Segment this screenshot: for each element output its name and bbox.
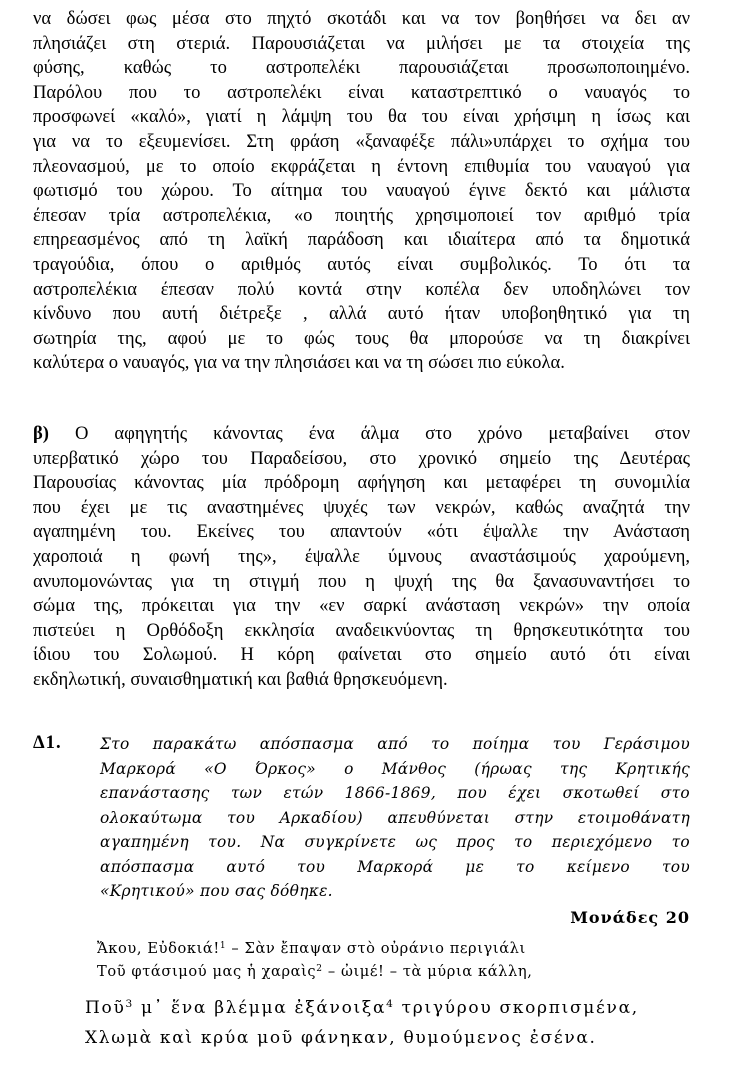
footnote-marker: 4 (386, 998, 395, 1011)
text-line: πλεονασμού, με το οποίο εκφράζεται η έντονη επιθυμία του ναυαγού για (33, 155, 690, 177)
text-fragment: Ποῦ (85, 998, 126, 1018)
paragraph-analysis-a (33, 7, 690, 376)
text-line: πιστεύει η Ορθόδοξη εκκλησία αναδεικνύοντας τη θρησκευτικότητα του (33, 619, 690, 641)
text-line: «Κρητικού» που σας δόθηκε. (100, 882, 333, 900)
text-line: ολοκαύτωμα του Αρκαδίου) απευθύνεται στην ετοιμοθάνατη (100, 808, 690, 827)
text-line: Στο παρακάτω απόσπασμα από το ποίημα του Γεράσιμου (100, 735, 690, 753)
text-line: φύσης, καθώς το αστροπελέκι παρουσιάζεται προσωποποιημένο. (33, 57, 690, 79)
text-line: Μαρκορά «Ο Όρκος» ο Μάνθος (ήρωας της Κρητικής (100, 759, 690, 778)
poem-excerpt-top (97, 937, 532, 983)
footnote-marker: 1 (219, 941, 227, 952)
text-fragment: – Σὰν ἔπαψαν στὸ οὐράνιο περιγιάλι (226, 940, 526, 957)
text-line: πλησιάζει στη στεριά. Παρουσιάζεται να μιλήσει με τα στοιχεία της (33, 32, 690, 54)
poem-line (97, 937, 532, 960)
text-fragment: Τοῦ φτάσιμού μας ἡ χαραὶς (97, 963, 317, 980)
text-fragment: – ὠιμέ! – τὰ μύρια κάλλη, (322, 963, 533, 980)
text-line: εκδηλωτική, συναισθηματική και βαθιά θρησκευόμενη. (33, 668, 448, 690)
text-fragment: μ᾽ ἕνα βλέμμα ἐξάνοιξα (133, 998, 387, 1018)
text-line: υπερβατικό χώρο του Παραδείσου, στο χρονικό σημείο της Δευτέρας (33, 447, 690, 469)
text-line: αστροπελέκια έπεσαν πολύ κοντά στην κοπέλα δεν υποδηλώνει τον (33, 278, 690, 300)
poem-line (97, 960, 532, 983)
points-label: Μονάδες 20 (570, 908, 690, 927)
text-line: Παρουσίας κάνοντας μία πρόδρομη αφήγηση και μεταφέρει τη συνομιλία (33, 472, 690, 494)
text-line: αγαπημένη του. Να συγκρίνετε ως προς το περιεχόμενο το (100, 833, 690, 851)
footnote-marker: 2 (316, 964, 323, 975)
text-line: ανυπομονώντας για τη στιγμή που η ψυχή της θα ξανασυναντήσει το (33, 570, 690, 592)
paragraph-analysis-b (33, 422, 690, 693)
text-line: να δώσει φως μέσα στο πηχτό σκοτάδι και να τον βοηθήσει να δει αν (33, 8, 690, 29)
text-line: ίδιου του Σολωμού. Η κόρη φαίνεται στο σημείο αυτό ότι είναι (33, 644, 690, 666)
text-line: Παρόλου που το αστροπελέκι είναι καταστρεπτικό ο ναυαγός το (33, 81, 690, 103)
text-line: επηρεασμένος από τη λαϊκή παράδοση και ιδιαίτερα από τα δημοτικά (33, 229, 690, 251)
text-line: χαροποιά η φωνή της», έψαλλε ύμνους αναστάσιμούς χαρούμενη, (33, 545, 690, 567)
text-line: κίνδυνο που αυτή διέτρεξε , αλλά αυτό ήταν υποβοηθητικό για τη (33, 303, 690, 325)
text-line: φωτισμό του χώρου. Το αίτημα του ναυαγού έγινε δεκτό και μάλιστα (33, 180, 690, 202)
poem-line (85, 993, 639, 1023)
text-line: σωτηρία της, αφού με το φώς τους θα μπορούσε να τη διακρίνει (33, 327, 690, 349)
text-line (33, 422, 690, 447)
poem-excerpt-bottom (85, 993, 639, 1053)
text-fragment: τριγύρου σκορπισμένα, (394, 998, 639, 1018)
text-line: που έχει με τις αναστημένες ψυχές των νεκρών, καθώς αναζητά την (33, 496, 690, 518)
text-line: τραγούδια, όπου ο αριθμός αυτός είναι συμβολικός. Το ότι τα (33, 253, 690, 275)
text-line: αγαπημένη του. Εκείνες του απαντούν «ότι έψαλλε την Ανάσταση (33, 521, 690, 543)
text-line: έπεσαν τρία αστροπελέκια, «ο ποιητής χρησιμοποιεί τον αριθμό τρία (33, 204, 690, 226)
section-label-b: β) (33, 423, 49, 444)
footnote-marker: 3 (125, 998, 134, 1011)
text-fragment: Ἄκου, Εὐδοκιά! (97, 940, 220, 957)
text-line: για να το εξευμενίσει. Στη φράση «ξαναφέξε πάλι»υπάρχει το σχήμα του (33, 130, 690, 152)
text-line: σώμα της, πρόκειται για την «εν σαρκί ανάσταση νεκρών» την οποία (33, 595, 690, 617)
text-fragment: Ο αφηγητής κάνοντας ένα άλμα στο χρόνο μεταβαίνει στον (49, 423, 690, 444)
text-line: προσφωνεί «καλό», γιατί η λάμψη του θα του είναι χρήσιμη η ίσως και (33, 106, 690, 128)
question-label: Δ1. (33, 732, 62, 753)
text-line: επανάστασης των ετών 1866-1869, που έχει σκοτωθεί στο (100, 784, 690, 802)
poem-line: Χλωμὰ καὶ κρύα μοῦ φάνηκαν, θυμούμενος ἐσένα. (85, 1028, 597, 1048)
question-text (100, 732, 690, 904)
text-line: απόσπασμα αυτό του Μαρκορά με το κείμενο του (100, 857, 690, 876)
text-line: καλύτερα ο ναυαγός, για να την πλησιάσει και να τη σώσει πιο εύκολα. (33, 352, 565, 374)
